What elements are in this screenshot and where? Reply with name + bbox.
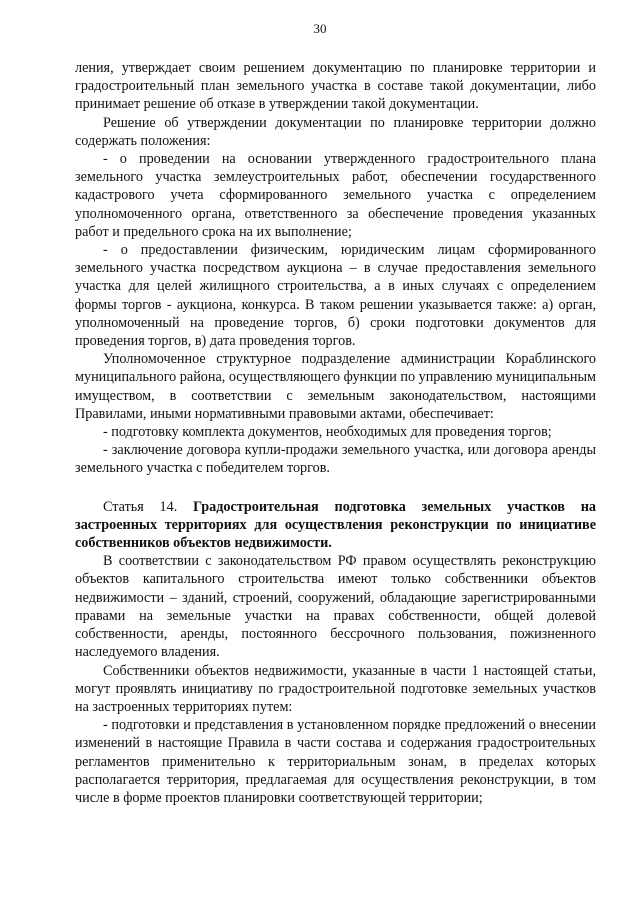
list-item-proposals: - подготовки и представления в установленном порядке предложений о внесении изменений в настоящие Правила в части состава и содержания градостроительных регламентов применительно к территориальным зонам, в пределах которых располагается территория, предлагаемая для осуществления реконструкции, в том числе в форме проектов планировки соответствующей территории; xyxy=(75,717,596,806)
paragraph-continuation: ления, утверждает своим решением документацию по планировке территории и градостроительный план земельного участка в составе такой документации, либо принимает решение об отказе в утверждении такой документации. xyxy=(75,60,596,113)
article-title: Градостроительная подготовка земельных участков на застроенных территориях для осуществления реконструкции по инициативе собственников объектов недвижимости. xyxy=(75,498,596,552)
section-spacer xyxy=(75,478,596,498)
list-item-documents: - подготовку комплекта документов, необходимых для проведения торгов; xyxy=(103,424,552,441)
paragraph-decision-content: Решение об утверждении документации по планировке территории должно содержать положения: xyxy=(75,114,596,149)
page-number: 30 xyxy=(313,21,327,36)
list-item-contract: - заключение договора купли-продажи земельного участка, или договора аренды земельного участка с победителем торгов. xyxy=(75,442,596,477)
list-item-auction: - о предоставлении физическим, юридическим лицам сформированного земельного участка посредством аукциона – в случае предоставления земельного участка для целей жилищного строительства, а в иных случаях с определением формы торгов - аукциона, конкурса. В таком решении указывается также: а) орган, уполномоченный на проведение торгов, б) сроки подготовки документов для проведения торгов, в) дата проведения торгов. xyxy=(75,242,596,350)
list-item-land-works: - о проведении на основании утвержденного градостроительного плана земельного участка землеустроительных работ, обеспечении государственного кадастрового учета сформированного земельного участка с определением уполномоченного органа, ответственного за обеспечение проведения указанных работ и предельного срока на их выполнение; xyxy=(75,151,596,240)
document-body xyxy=(75,59,596,807)
paragraph-reconstruction-rights: В соответствии с законодательством РФ правом осуществлять реконструкцию объектов капитального строительства имеют только собственники объектов недвижимости – зданий, строений, сооружений, обладающие зарегистрированными правами на земельные участки на правах собственности, общей долевой собственности, аренды, постоянного бессрочного пользования, пожизненного наследуемого владения. xyxy=(75,553,596,661)
paragraph-authorized-unit: Уполномоченное структурное подразделение администрации Кораблинского муниципального района, осуществляющего функции по управлению муниципальным имуществом, в соответствии с земельным законодательством, настоящими Правилами, иными нормативными правовыми актами, обеспечивает: xyxy=(75,351,597,422)
article-label: Статья 14. xyxy=(103,498,194,515)
paragraph-owners-initiative: Собственники объектов недвижимости, указанные в части 1 настоящей статьи, могут проявлять инициативу по градостроительной подготовке земельных участков на застроенных территориях путем: xyxy=(75,662,596,715)
article-heading xyxy=(75,498,596,553)
